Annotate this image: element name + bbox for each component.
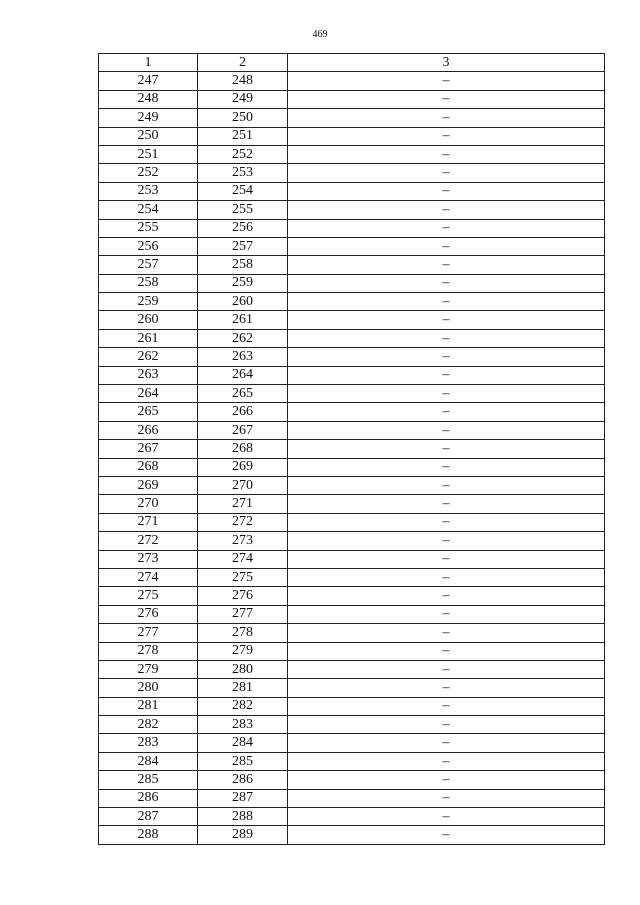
table-row (99, 716, 605, 734)
table-cell-col-2: 262 (198, 329, 288, 347)
table-row (99, 808, 605, 826)
table-cell-col-2: 264 (198, 366, 288, 384)
table-cell-col-1: 286 (99, 789, 198, 807)
table-row (99, 182, 605, 200)
header-row (99, 54, 605, 72)
table-cell-col-3: – (288, 256, 605, 274)
table-cell-col-2: 257 (198, 237, 288, 255)
table-cell-col-1: 254 (99, 201, 198, 219)
table-cell-col-1: 259 (99, 293, 198, 311)
table-row (99, 660, 605, 678)
table-cell-col-2: 263 (198, 348, 288, 366)
table-cell-col-3: – (288, 201, 605, 219)
table-cell-col-2: 252 (198, 145, 288, 163)
table-cell-col-1: 272 (99, 532, 198, 550)
table-row (99, 127, 605, 145)
table-cell-col-1: 283 (99, 734, 198, 752)
table-cell-col-2: 255 (198, 201, 288, 219)
table-row (99, 201, 605, 219)
table-cell-col-2: 284 (198, 734, 288, 752)
table-cell-col-3: – (288, 403, 605, 421)
table-row (99, 550, 605, 568)
table-cell-col-2: 288 (198, 808, 288, 826)
table-cell-col-3: – (288, 366, 605, 384)
table-cell-col-3: – (288, 311, 605, 329)
table-cell-col-2: 272 (198, 513, 288, 531)
table-row (99, 385, 605, 403)
table-row (99, 495, 605, 513)
table-cell-col-3: – (288, 532, 605, 550)
table-cell-col-1: 281 (99, 697, 198, 715)
column-header-3: 3 (288, 54, 605, 72)
table-cell-col-2: 256 (198, 219, 288, 237)
table-row (99, 403, 605, 421)
table-row (99, 532, 605, 550)
table-row (99, 274, 605, 292)
table-cell-col-3: – (288, 145, 605, 163)
table-cell-col-1: 275 (99, 587, 198, 605)
table-cell-col-2: 270 (198, 476, 288, 494)
table-cell-col-1: 269 (99, 476, 198, 494)
table-cell-col-2: 249 (198, 90, 288, 108)
table-row (99, 329, 605, 347)
table-row (99, 72, 605, 90)
table-row (99, 219, 605, 237)
table-row (99, 476, 605, 494)
table-cell-col-3: – (288, 72, 605, 90)
table-cell-col-3: – (288, 274, 605, 292)
table-cell-col-1: 253 (99, 182, 198, 200)
table-row (99, 293, 605, 311)
table-row (99, 109, 605, 127)
table-cell-col-3: – (288, 127, 605, 145)
table-cell-col-3: – (288, 752, 605, 770)
table-cell-col-1: 274 (99, 568, 198, 586)
column-header-1: 1 (99, 54, 198, 72)
table-row (99, 145, 605, 163)
table-row (99, 440, 605, 458)
table-cell-col-3: – (288, 219, 605, 237)
table-cell-col-1: 250 (99, 127, 198, 145)
table-row (99, 697, 605, 715)
table-row (99, 568, 605, 586)
table-cell-col-2: 282 (198, 697, 288, 715)
table-cell-col-1: 268 (99, 458, 198, 476)
table-row (99, 90, 605, 108)
table-cell-col-2: 273 (198, 532, 288, 550)
data-table (98, 53, 605, 845)
table-row (99, 679, 605, 697)
table-cell-col-3: – (288, 771, 605, 789)
table-cell-col-1: 257 (99, 256, 198, 274)
table-cell-col-2: 254 (198, 182, 288, 200)
table-cell-col-2: 268 (198, 440, 288, 458)
table-cell-col-2: 283 (198, 716, 288, 734)
table-cell-col-1: 278 (99, 642, 198, 660)
table-row (99, 605, 605, 623)
table-cell-col-2: 267 (198, 421, 288, 439)
table-cell-col-3: – (288, 660, 605, 678)
table-cell-col-2: 260 (198, 293, 288, 311)
table-body (99, 72, 605, 844)
table-cell-col-2: 285 (198, 752, 288, 770)
table-cell-col-3: – (288, 385, 605, 403)
table-cell-col-1: 266 (99, 421, 198, 439)
table-cell-col-1: 252 (99, 164, 198, 182)
table-cell-col-3: – (288, 679, 605, 697)
table-row (99, 311, 605, 329)
table-cell-col-1: 270 (99, 495, 198, 513)
table-cell-col-1: 262 (99, 348, 198, 366)
table-cell-col-1: 285 (99, 771, 198, 789)
table-row (99, 752, 605, 770)
table-row (99, 642, 605, 660)
table-cell-col-2: 289 (198, 826, 288, 844)
table-cell-col-3: – (288, 421, 605, 439)
table-cell-col-2: 248 (198, 72, 288, 90)
table-cell-col-2: 287 (198, 789, 288, 807)
table-cell-col-1: 265 (99, 403, 198, 421)
table-cell-col-2: 250 (198, 109, 288, 127)
table-cell-col-3: – (288, 329, 605, 347)
table-cell-col-2: 271 (198, 495, 288, 513)
table-row (99, 771, 605, 789)
table-row (99, 587, 605, 605)
table-cell-col-1: 249 (99, 109, 198, 127)
table-cell-col-1: 263 (99, 366, 198, 384)
table-cell-col-3: – (288, 697, 605, 715)
table-cell-col-3: – (288, 605, 605, 623)
table-cell-col-3: – (288, 513, 605, 531)
table-cell-col-3: – (288, 476, 605, 494)
table-cell-col-3: – (288, 587, 605, 605)
table-cell-col-2: 258 (198, 256, 288, 274)
table-row (99, 624, 605, 642)
table-cell-col-2: 274 (198, 550, 288, 568)
table-cell-col-1: 258 (99, 274, 198, 292)
table-cell-col-2: 276 (198, 587, 288, 605)
table-cell-col-3: – (288, 808, 605, 826)
table-cell-col-1: 251 (99, 145, 198, 163)
table-cell-col-2: 278 (198, 624, 288, 642)
table-cell-col-1: 287 (99, 808, 198, 826)
table-row (99, 237, 605, 255)
table-cell-col-3: – (288, 789, 605, 807)
table-cell-col-1: 261 (99, 329, 198, 347)
table-row (99, 789, 605, 807)
table-cell-col-3: – (288, 716, 605, 734)
table-cell-col-3: – (288, 734, 605, 752)
table-cell-col-1: 280 (99, 679, 198, 697)
table-cell-col-3: – (288, 182, 605, 200)
table-cell-col-1: 276 (99, 605, 198, 623)
table-cell-col-2: 275 (198, 568, 288, 586)
table-cell-col-3: – (288, 293, 605, 311)
table-cell-col-1: 273 (99, 550, 198, 568)
table-cell-col-1: 282 (99, 716, 198, 734)
table-cell-col-1: 271 (99, 513, 198, 531)
table-row (99, 164, 605, 182)
table-cell-col-1: 279 (99, 660, 198, 678)
table-cell-col-3: – (288, 550, 605, 568)
table-cell-col-2: 286 (198, 771, 288, 789)
table-cell-col-3: – (288, 164, 605, 182)
table-row (99, 366, 605, 384)
table-cell-col-3: – (288, 495, 605, 513)
table-cell-col-3: – (288, 642, 605, 660)
table-cell-col-3: – (288, 568, 605, 586)
table-cell-col-1: 264 (99, 385, 198, 403)
table-cell-col-2: 280 (198, 660, 288, 678)
table-cell-col-1: 267 (99, 440, 198, 458)
table-cell-col-3: – (288, 109, 605, 127)
table-cell-col-2: 269 (198, 458, 288, 476)
column-header-2: 2 (198, 54, 288, 72)
table-row (99, 826, 605, 844)
table-cell-col-1: 288 (99, 826, 198, 844)
table-cell-col-2: 253 (198, 164, 288, 182)
table-cell-col-1: 284 (99, 752, 198, 770)
table-cell-col-3: – (288, 90, 605, 108)
table-cell-col-2: 266 (198, 403, 288, 421)
table-row (99, 458, 605, 476)
table-cell-col-1: 248 (99, 90, 198, 108)
table-cell-col-3: – (288, 237, 605, 255)
table-row (99, 256, 605, 274)
table-cell-col-1: 260 (99, 311, 198, 329)
table-row (99, 348, 605, 366)
table-row (99, 513, 605, 531)
table-cell-col-2: 259 (198, 274, 288, 292)
table-cell-col-1: 247 (99, 72, 198, 90)
table-cell-col-3: – (288, 440, 605, 458)
table-cell-col-2: 277 (198, 605, 288, 623)
table-cell-col-3: – (288, 458, 605, 476)
table-cell-col-1: 256 (99, 237, 198, 255)
table-cell-col-3: – (288, 624, 605, 642)
table-cell-col-2: 281 (198, 679, 288, 697)
table-cell-col-2: 265 (198, 385, 288, 403)
table-header (99, 54, 605, 72)
table-cell-col-2: 261 (198, 311, 288, 329)
table-cell-col-2: 251 (198, 127, 288, 145)
table-cell-col-3: – (288, 348, 605, 366)
table-row (99, 421, 605, 439)
table-cell-col-1: 277 (99, 624, 198, 642)
page-number: 469 (312, 29, 328, 40)
table-cell-col-2: 279 (198, 642, 288, 660)
table-cell-col-1: 255 (99, 219, 198, 237)
table-row (99, 734, 605, 752)
table-cell-col-3: – (288, 826, 605, 844)
